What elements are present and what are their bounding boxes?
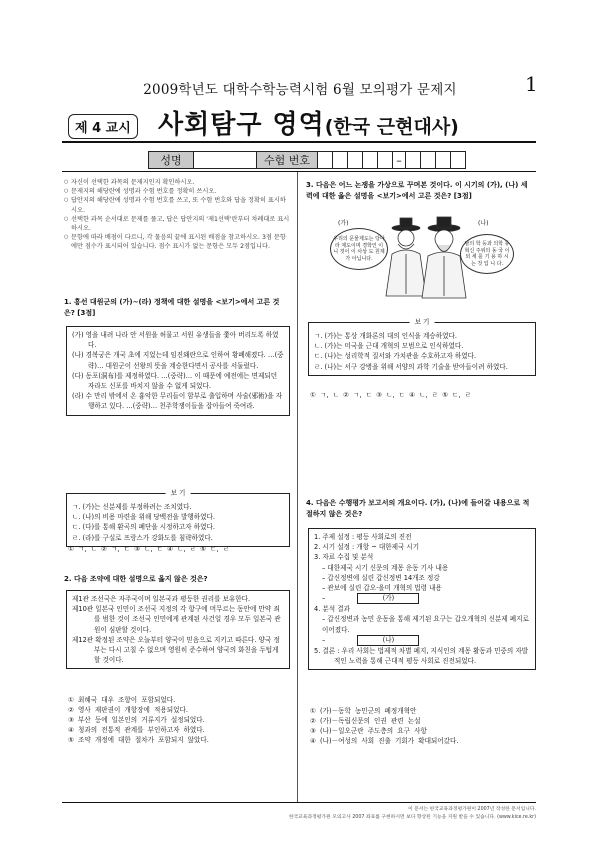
q3-bogi-item: ㄴ. (가)는 미국을 근대 개혁의 모범으로 인식하였다. (314, 342, 464, 351)
q3-bubble-b: 남의 학 등과 의학 등 혁신 주위의 동 국 이 외 세 를 기 용 하 시 는 것 입 니 다. (460, 234, 514, 274)
session-badge: 제 4 교시 (68, 114, 138, 139)
header-rule (62, 141, 536, 143)
q4-stem: 4. 다음은 수행평가 보고서의 개요이다. (가), (나)에 들어갈 내용으로 적절하지 않은 것은? (306, 499, 530, 518)
q4-blank-na: (나) (357, 635, 419, 646)
q4-line: 1. 주제 설정 : 평등 사회로의 진전 (314, 533, 412, 541)
q4-option[interactable]: ④ (나)－여성의 사회 진출 기회가 확대되어갔다. (310, 737, 459, 745)
q3-bubble-a: 우리의 문물제도는 당나라 제도이며 경학인 이니 것이 이 사상 도 원제가 아닙니다. (330, 228, 388, 270)
q1-passage: (다) 동포(洞布)를 제정하였다. …(중략)… 이 때문에 예전에는 면제되던 자라도 신포를 바치지 않을 수 없게 되었다. (72, 371, 278, 391)
exam-no-digit[interactable] (333, 151, 348, 169)
q1-passage-box (66, 326, 290, 416)
q2-option[interactable]: ④ 청과의 전통적 관계를 부인하고자 하였다. (68, 726, 205, 734)
q1-passage: (라) 수 만리 밖에서 온 흉악한 무리들이 함부로 출입하며 사술(邪術)을 자행하고 있다. …(중략)… 천주학쟁이들을 잡아들여 죽여라. (72, 392, 283, 411)
q1-passage: (나) 경복궁은 개국 초에 지었는데 임진왜란으로 인하여 황폐해졌다. …(중략)… 대원군이 선왕의 뜻을 계승한다면서 공사를 서둘렀다. (72, 351, 284, 370)
q2-options (68, 695, 290, 745)
q2-article: 제1관 조선국은 자주국이며 일본국과 평등한 권리를 보유한다. (72, 595, 251, 603)
q3-bogi-item: ㄹ. (나)는 서구 강병을 위해 서양의 과학 기술을 받아들이려 하였다. (314, 362, 508, 371)
q4-line: – 갑신정변과 농민 운동을 통해 제기된 요구는 갑오개혁의 신분제 폐지로 이어졌다. (322, 615, 529, 634)
instructions (64, 178, 290, 252)
exam-no-dash: – (393, 151, 406, 169)
q4-option[interactable]: ① (가)－동학 농민군의 폐정개혁안 (310, 707, 417, 715)
q2-option[interactable]: ③ 부산 등에 일본인의 거류지가 설정되었다. (68, 716, 205, 724)
q4-option[interactable]: ③ (나)－일오군란 주도층의 요구 사항 (310, 727, 427, 735)
subject-title (158, 104, 459, 141)
q3-figures-svg (306, 214, 534, 304)
exam-no-digit[interactable] (378, 151, 393, 169)
footer-rule (62, 802, 536, 803)
exam-no-digit[interactable] (318, 151, 333, 169)
instruction-item: ○ 답안지의 해당란에 성명과 수험 번호를 쓰고, 또 수험 번호와 답을 정확히 표시하시오. (64, 196, 290, 214)
q4-options (310, 706, 534, 746)
q4-line: – 대한제국 시기 신문의 계몽 운동 기사 내용 (322, 563, 449, 572)
q3-bogi-item: ㄱ. (가)는 통상 개화론의 대의 인식을 계승하였다. (314, 332, 457, 340)
q4-report-box (308, 528, 536, 670)
q3-illustration (306, 214, 534, 304)
exam-no-digit[interactable] (363, 151, 378, 169)
footer-line-1: 이 문서는 한국교육과정평가원이 2007년 작성한 문서입니다. (408, 807, 536, 812)
name-label: 성명 (148, 151, 194, 169)
q2-option[interactable]: ⑤ 조약 개정에 대한 절차가 포함되지 않았다. (68, 736, 209, 744)
q4-option[interactable]: ② (가)－독립신문의 인권 관련 논설 (310, 717, 421, 725)
exam-title: 2009학년도 대학수학능력시험 6월 모의평가 문제지 (143, 82, 457, 98)
header-rule-2 (62, 171, 536, 172)
name-exam-row (148, 151, 466, 167)
subject-sub: (한국 근현대사) (324, 116, 459, 138)
scholar-b-icon (422, 217, 466, 298)
name-field[interactable] (194, 151, 257, 169)
q1-passage: (가) 영을 내려 나라 안 서원을 허물고 서원 유생들을 쫓아 버리도록 하였다. (72, 331, 279, 350)
q1-bogi-label: 보 기 (166, 489, 191, 498)
q1-bogi-item: ㄱ. (가)는 신분제를 부정하려는 조치였다. (72, 503, 192, 511)
q3-bogi-box (308, 318, 536, 376)
instruction-item: ○ 문제지의 해당란에 성명과 수험 번호를 정확히 쓰시오. (64, 187, 290, 196)
exam-no-digit[interactable] (421, 151, 436, 169)
exam-no-digit[interactable] (348, 151, 363, 169)
q4-line: 5. 결론 : 우리 사회는 법제적 차별 폐지, 지식인의 계몽 활동과 민중의 자발적인 노력을 통해 근대적 평등 사회로 진전되었다. (314, 646, 529, 666)
q3-speaker-b: (나) (478, 220, 489, 227)
q1-bogi-item: ㄹ. (라)를 구실로 프랑스가 강화도를 침략하였다. (72, 533, 213, 542)
q2-treaty-box (66, 590, 290, 669)
q1-stem: 1. 흥선 대원군의 (가)~(라) 정책에 대한 설명을 <보기>에서 고른 것은? [3점] (64, 298, 280, 317)
q3-bogi-label: 보 기 (410, 318, 435, 327)
q1-bogi-box (66, 489, 290, 547)
q4-line: 3. 자료 수집 및 분석 (314, 553, 374, 562)
instruction-item: ○ 자신이 선택한 과목의 문제지인지 확인하시오. (64, 178, 290, 187)
q4-line: 2. 시기 설정 : 개항 ~ 대한제국 시기 (314, 543, 420, 552)
q3-options[interactable]: ① ㄱ, ㄴ ② ㄱ, ㄷ ③ ㄴ, ㄷ ④ ㄴ, ㄹ ⑤ ㄷ, ㄹ (310, 391, 472, 399)
q4-line-blank-ga: – (가) (314, 593, 530, 604)
q2-option[interactable]: ② 영사 재판권이 개항장에 적용되었다. (68, 706, 188, 714)
exam-no-digit[interactable] (436, 151, 451, 169)
page-number: 1 (525, 72, 538, 96)
exam-no-label: 수험 번호 (257, 151, 318, 169)
q2-article: 제10관 일본국 인민이 조선국 지정의 각 항구에 머무르는 동안에 만약 죄를 범한 것이 조선국 인민에게 관계된 사건일 경우 모두 일본국 관원이 심판할 것이다. (72, 605, 281, 634)
q1-bogi-item: ㄴ. (나)의 비용 마련을 위해 당백전을 발행하였다. (72, 513, 215, 522)
q2-stem: 2. 다음 조약에 대한 설명으로 옳지 않은 것은? (64, 575, 208, 583)
q1-bogi-item: ㄷ. (다)를 통해 환곡의 폐단을 시정하고자 하였다. (72, 523, 215, 532)
subject-main: 사회탐구 영역 (158, 110, 325, 140)
exam-no-digit[interactable] (451, 151, 466, 169)
q3-stem: 3. 다음은 어느 논쟁을 가상으로 꾸며본 것이다. 이 시기의 (가), (나) 세력에 대한 옳은 설명을 <보기>에서 고른 것은? [3점] (306, 181, 528, 200)
column-divider (297, 172, 298, 802)
q2-option[interactable]: ① 최혜국 대우 조항이 포함되었다. (68, 696, 176, 704)
footer-line-2: 한국교육과정평가원 모의고사 2007 좌표를 구현하시면 보다 향상된 기능을 지원 받을 수 있습니다. (www.kice.re.kr) (288, 815, 536, 820)
instruction-item: ○ 문항에 따라 배점이 다르니, 각 물음의 끝에 표시된 배점을 참고하시오. 3점 문항에만 점수가 표시되어 있습니다. 점수 표시가 없는 문항은 모두 2점입니다. (64, 233, 290, 251)
q2-article: 제12관 확정된 조약은 오늘부터 양국이 믿음으로 지키고 따른다. 양국 정부는 다시 고칠 수 없으며 영원히 준수하여 양국의 화친을 두텁게 할 것이다. (72, 635, 280, 665)
q1-options[interactable]: ① ㄱ, ㄴ ② ㄱ, ㄷ ③ ㄴ, ㄷ ④ ㄴ, ㄹ ⑤ ㄷ, ㄹ (68, 545, 230, 553)
q4-line: – 갑신정변에 실린 갑신정변 14개조 정강 (322, 573, 440, 582)
q3-bogi-item: ㄷ. (나)는 성리학적 질서와 가치관을 수호하고자 하였다. (314, 352, 477, 361)
q4-line: – 관보에 실린 갑오·을미 개혁의 법령 내용 (322, 584, 442, 593)
q4-blank-ga: (가) (357, 593, 419, 604)
exam-no-digit[interactable] (406, 151, 421, 169)
scholar-a-icon (386, 218, 426, 296)
q4-line: 4. 분석 결과 (314, 605, 350, 614)
q3-speaker-a: (가) (338, 220, 349, 227)
q4-line-blank-na: – (나) (314, 635, 530, 646)
instruction-item: ○ 선택한 과목 순서대로 문제를 풀고, 답은 답안지의 '제1선택'란부터 차례대로 표시하시오. (64, 215, 290, 233)
